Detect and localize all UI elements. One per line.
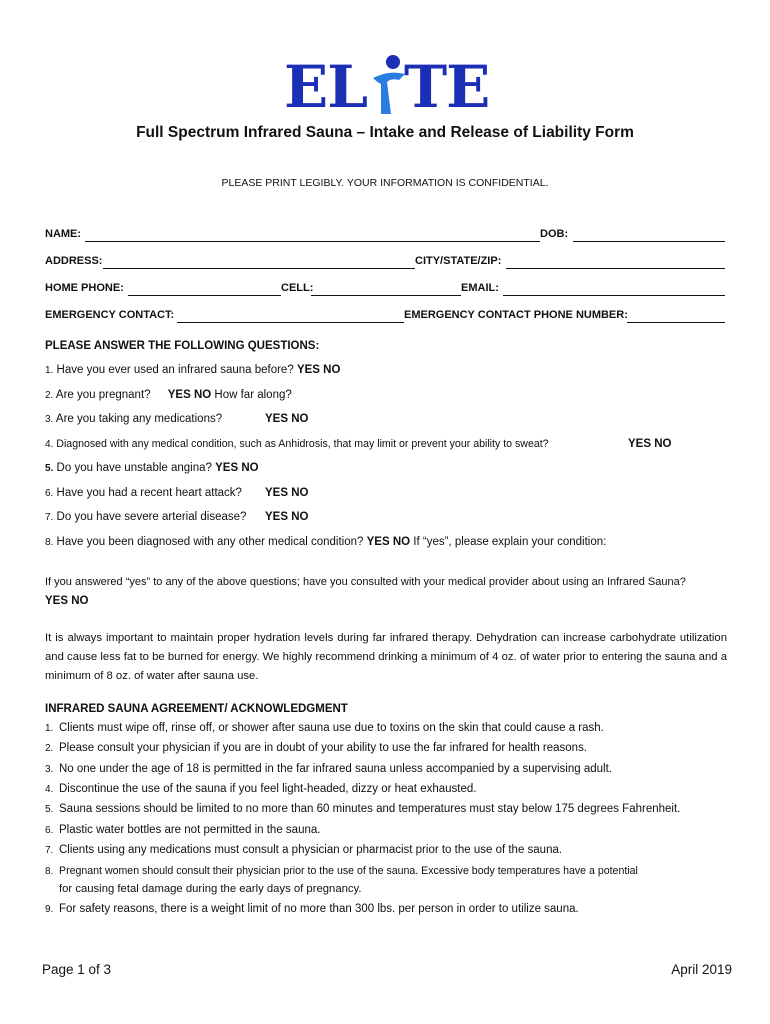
home-phone-field[interactable] [128,295,281,296]
form-subtitle: PLEASE PRINT LEGIBLY. YOUR INFORMATION IS CONFIDENTIAL. [221,177,549,189]
question-3 [45,413,309,425]
hydration-paragraph: It is always important to maintain proper hydration levels during far infrared therapy. Dehydration can increase carbohydrate utilization and cause less fat to be burned for energy. We highly recommend drinking a minimum of 4 oz. of water prior to entering the sauna and a minimum of 8 oz. of water after sauna use. [45,632,727,682]
agreement-item-5 [45,803,680,815]
question-number: 2. [45,390,54,401]
cell-field[interactable] [311,295,461,296]
agreement-item-2 [45,742,587,754]
question-text: Diagnosed with any medical condition, such as Anhidrosis, that may limit or prevent your ability to sweat? [56,438,549,450]
agreement-item-7 [45,844,562,856]
question-followup: If “yes”, please explain your condition: [413,536,607,548]
questions-heading: PLEASE ANSWER THE FOLLOWING QUESTIONS: [45,340,320,352]
item-text: Clients using any medications must consult a physician or pharmacist prior to the use of the sauna. [59,844,563,856]
yes-no-options[interactable]: YES NO [265,487,309,499]
item-text: Please consult your physician if you are in doubt of your ability to use the far infrared for health reasons. [59,742,588,754]
item-number: 9. [45,904,54,915]
question-8 [45,536,606,548]
name-field[interactable] [85,241,540,242]
cell-label: CELL: [281,282,314,294]
yes-no-options[interactable]: YES NO [215,462,259,474]
agreement-item-3 [45,763,612,775]
question-4 [45,438,672,450]
agreement-item-4 [45,783,476,795]
yes-no-options[interactable]: YES NO [265,413,309,425]
question-1 [45,364,340,376]
item-text: Plastic water bottles are not permitted in the sauna. [59,824,321,836]
question-text: Are you pregnant? [55,389,151,401]
item-text: Clients must wipe off, rinse off, or shower after sauna use due to toxins on the skin that could cause a rash. [59,722,604,734]
question-7 [45,511,309,523]
name-dob-row [45,228,725,246]
emergency-contact-field[interactable] [177,322,404,323]
emergency-contact-label: EMERGENCY CONTACT: [45,309,175,321]
question-text: Do you have severe arterial disease? [56,511,247,523]
question-6 [45,487,309,499]
agreement-heading: INFRARED SAUNA AGREEMENT/ ACKNOWLEDGMENT [45,703,348,715]
question-number: 1. [45,365,54,376]
home-phone-label: HOME PHONE: [45,282,124,294]
dob-field[interactable] [573,241,725,242]
name-label: NAME: [45,228,82,240]
email-field[interactable] [503,295,725,296]
city-state-zip-label: CITY/STATE/ZIP: [415,255,502,267]
question-2 [45,389,292,401]
dob-label: DOB: [540,228,569,240]
item-number: 3. [45,764,54,775]
question-number: 6. [45,488,54,499]
email-label: EMAIL: [461,282,499,294]
item-number: 7. [45,845,54,856]
agreement-item-8-continued: for causing fetal damage during the early days of pregnancy. [59,883,362,895]
item-text: For safety reasons, there is a weight limit of no more than 300 lbs. per person in order to utilize sauna. [59,903,579,915]
agreement-item-8 [45,865,638,877]
question-number: 4. [45,439,54,450]
form-title: Full Spectrum Infrared Sauna – Intake and Release of Liability Form [136,124,634,141]
question-number: 5. [45,463,54,474]
logo-text-left: EL [284,53,367,121]
item-number: 2. [45,743,54,754]
item-number: 6. [45,825,54,836]
question-text: Have you ever used an infrared sauna before? [56,364,294,376]
person-figure-icon [369,52,409,118]
question-number: 3. [45,414,54,425]
elite-logo [284,52,494,121]
item-number: 1. [45,723,54,734]
yes-no-options[interactable]: YES NO [265,511,309,523]
address-label: ADDRESS: [45,255,103,267]
emergency-row [45,309,725,327]
consult-answer[interactable]: YES NO [45,595,89,607]
item-text: No one under the age of 18 is permitted in the far infrared sauna unless accompanied by a supervising adult. [59,763,612,775]
question-text: Have you been diagnosed with any other medical condition? [56,536,364,548]
question-text: Have you had a recent heart attack? [56,487,242,499]
emergency-phone-label: EMERGENCY CONTACT PHONE NUMBER: [404,309,628,321]
question-number: 7. [45,512,54,523]
question-number: 8. [45,537,54,548]
item-text: Discontinue the use of the sauna if you feel light-headed, dizzy or heat exhausted. [59,783,477,795]
item-text: Pregnant women should consult their physician prior to the use of the sauna. Excessive body temperatures have a potential [59,865,638,877]
question-text: Do you have unstable angina? [56,462,212,474]
question-followup: How far along? [214,389,292,401]
agreement-item-9 [45,903,579,915]
yes-no-options[interactable]: YES NO [366,536,411,548]
yes-no-options[interactable]: YES NO [167,389,212,401]
page-number: Page 1 of 3 [42,962,112,977]
yes-no-options[interactable]: YES NO [628,438,672,450]
item-number: 4. [45,784,54,795]
agreement-item-6 [45,824,320,836]
city-state-zip-field[interactable] [506,268,725,269]
address-field[interactable] [103,268,415,269]
item-text: Sauna sessions should be limited to no more than 60 minutes and temperatures must stay below 175 degrees Fahrenheit. [59,803,681,815]
revision-date: April 2019 [671,962,732,977]
item-number: 8. [45,866,54,877]
question-text: Are you taking any medications? [55,413,223,425]
phone-email-row [45,282,725,300]
yes-no-options[interactable]: YES NO [296,364,341,376]
emergency-phone-field[interactable] [627,322,725,323]
logo-text-right: TE [404,53,490,121]
address-row [45,255,725,273]
question-5 [45,462,259,474]
consult-question: If you answered “yes” to any of the above questions; have you consulted with your medical provider about using an Infrared Sauna? [45,576,686,588]
agreement-item-1 [45,722,604,734]
item-number: 5. [45,804,54,815]
